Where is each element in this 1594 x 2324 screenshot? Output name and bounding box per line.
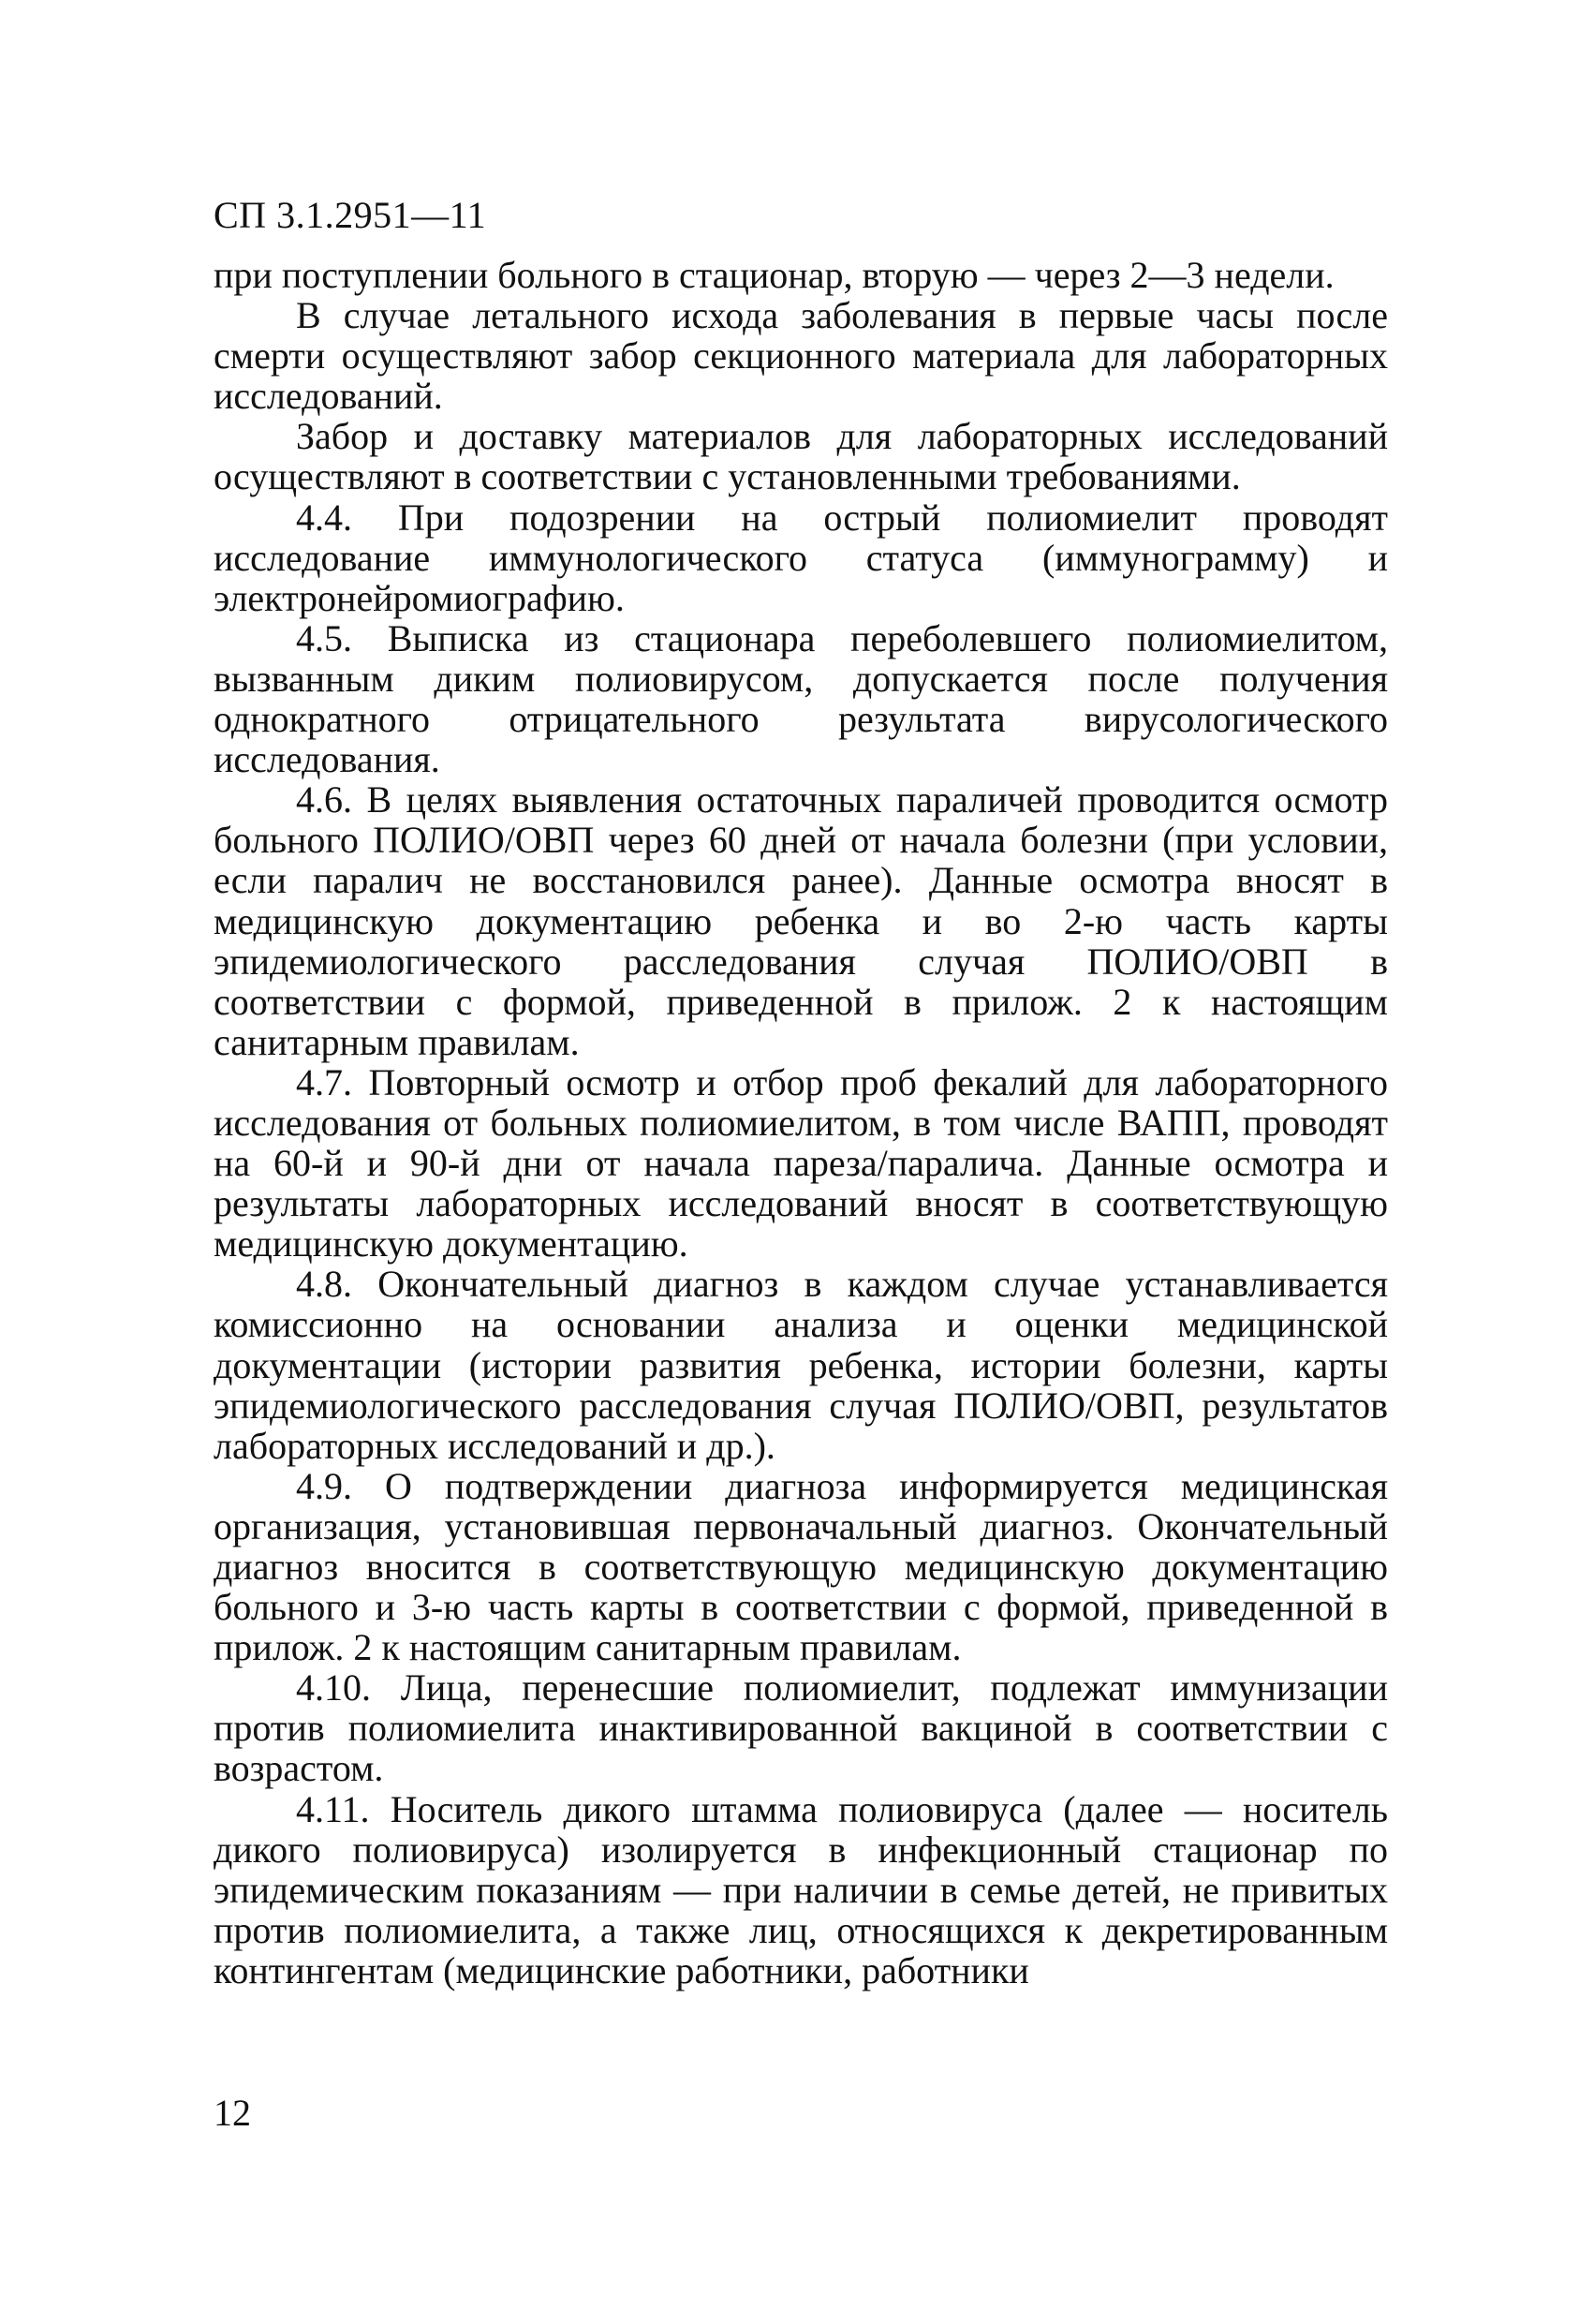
paragraph-4-6: 4.6. В целях выявления остаточных параличей проводится осмотр больного ПОЛИО/ОВП через 60 дней от начала болезни (при условии, если паралич не восстановился ранее). Данные осмотра вносят в медицинскую документацию ребенка и во 2-ю часть карты эпидемиологического расследования случая ПОЛИО/ОВП в соответствии с формой, приведенной в прилож. 2 к настоящим санитарным правилам. bbox=[214, 778, 1388, 1063]
document-body bbox=[214, 255, 1388, 1991]
paragraph-4-8: 4.8. Окончательный диагноз в каждом случае устанавливается комиссионно на основании анализа и оценки медицинской документации (истории развития ребенка, истории болезни, карты эпидемиологического расследования случая ПОЛИО/ОВП, результатов лабораторных исследований и др.). bbox=[214, 1263, 1388, 1467]
paragraph-4-10: 4.10. Лица, перенесшие полиомиелит, подлежат иммунизации против полиомиелита инактивированной вакциной в соответствии с возрастом. bbox=[214, 1666, 1388, 1790]
paragraph-4-4: 4.4. При подозрении на острый полиомиелит проводят исследование иммунологического статуса (иммунограмму) и электронейромиографию. bbox=[214, 496, 1388, 619]
paragraph-continuation: при поступлении больного в стационар, вторую — через 2—3 недели. bbox=[214, 254, 1335, 296]
paragraph-4-7: 4.7. Повторный осмотр и отбор проб фекалий для лабораторного исследования от больных полиомиелитом, в том числе ВАПП, проводят на 60-й и 90-й дни от начала пареза/паралича. Данные осмотра и результаты лабораторных исследований вносят в соответствующую медицинскую документацию. bbox=[214, 1060, 1388, 1266]
paragraph-material-delivery: Забор и доставку материалов для лабораторных исследований осуществляют в соответствии с установленными требованиями. bbox=[214, 415, 1388, 498]
page-number: 12 bbox=[214, 2092, 251, 2134]
paragraph-lethal-outcome: В случае летального исхода заболевания в первые часы после смерти осуществляют забор секционного материала для лабораторных исследований. bbox=[214, 294, 1388, 418]
document-code-header: СП 3.1.2951—11 bbox=[214, 194, 487, 236]
paragraph-4-11: 4.11. Носитель дикого штамма полиовируса (далее — носитель дикого полиовируса) изолируется в инфекционный стационар по эпидемическим показаниям — при наличии в семье детей, не привитых против полиомиелита, а также лиц, относящихся к декретированным контингентам (медицинские работники, работники bbox=[214, 1787, 1388, 1991]
paragraph-4-9: 4.9. О подтверждении диагноза информируется медицинская организация, установившая первоначальный диагноз. Окончательный диагноз вносится в соответствующую медицинскую документацию больного и 3-ю часть карты в соответствии с формой, приведенной в прилож. 2 к настоящим санитарным правилам. bbox=[214, 1464, 1388, 1669]
paragraph-4-5: 4.5. Выписка из стационара переболевшего полиомиелитом, вызванным диким полиовирусом, допускается после получения однократного отрицательного результата вирусологического исследования. bbox=[214, 616, 1388, 781]
